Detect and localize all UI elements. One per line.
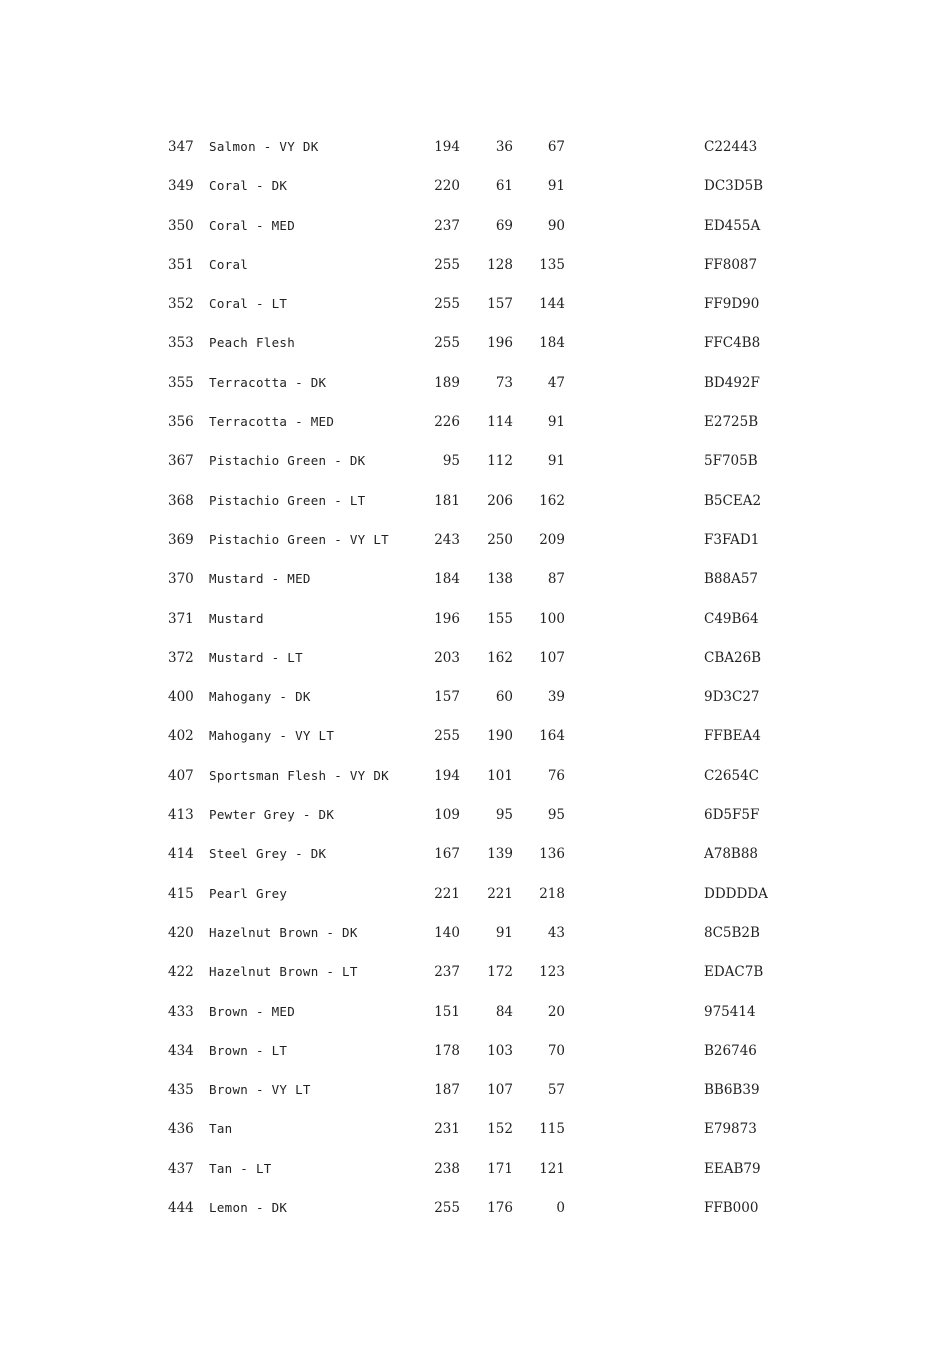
red-value-cell: 167 [434, 846, 460, 863]
color-name-cell: Mustard - MED [209, 571, 311, 587]
green-value-cell: 172 [487, 964, 513, 981]
table-row [0, 284, 950, 323]
green-value-cell: 176 [487, 1200, 513, 1217]
color-name-cell: Salmon - VY DK [209, 139, 319, 154]
hex-code-cell: FFBEA4 [704, 728, 761, 745]
thread-number-cell: 402 [168, 728, 194, 745]
thread-number-cell: 400 [168, 689, 194, 706]
table-row [0, 245, 950, 284]
hex-code-cell: 9D3C27 [704, 689, 760, 706]
table-row [0, 520, 950, 559]
table-row [0, 795, 950, 834]
thread-number-cell: 444 [168, 1200, 194, 1217]
green-value-cell: 107 [487, 1082, 513, 1099]
blue-value-cell: 144 [539, 296, 565, 313]
color-name-cell: Brown - MED [209, 1003, 296, 1019]
color-name-cell: Sportsman Flesh - VY DK [209, 767, 389, 783]
green-value-cell: 155 [487, 610, 513, 627]
table-row [0, 952, 950, 991]
blue-value-cell: 107 [539, 649, 565, 666]
red-value-cell: 187 [434, 1082, 460, 1099]
green-value-cell: 69 [495, 217, 513, 234]
red-value-cell: 189 [434, 374, 460, 391]
green-value-cell: 221 [487, 885, 513, 902]
hex-code-cell: 5F705B [704, 453, 758, 470]
red-value-cell: 196 [434, 610, 460, 627]
hex-code-cell: DDDDDA [704, 885, 768, 902]
green-value-cell: 138 [487, 571, 513, 588]
color-name-cell: Brown - LT [209, 1042, 288, 1058]
green-value-cell: 190 [487, 728, 513, 745]
green-value-cell: 139 [487, 846, 513, 863]
table-row [0, 323, 950, 362]
color-name-cell: Terracotta - DK [209, 374, 327, 390]
thread-number-cell: 356 [168, 414, 194, 431]
color-name-cell: Mustard [209, 610, 264, 626]
thread-number-cell: 368 [168, 492, 194, 509]
green-value-cell: 112 [487, 453, 513, 470]
red-value-cell: 221 [434, 885, 460, 902]
red-value-cell: 95 [442, 453, 460, 470]
blue-value-cell: 47 [547, 374, 565, 391]
hex-code-cell: F3FAD1 [704, 531, 760, 548]
hex-code-cell: 975414 [704, 1003, 756, 1020]
hex-code-cell: EDAC7B [704, 964, 764, 981]
red-value-cell: 194 [434, 139, 460, 155]
green-value-cell: 196 [487, 335, 513, 352]
blue-value-cell: 100 [539, 610, 565, 627]
table-row [0, 1070, 950, 1109]
red-value-cell: 255 [434, 335, 460, 352]
red-value-cell: 237 [434, 964, 460, 981]
blue-value-cell: 70 [547, 1042, 565, 1059]
blue-value-cell: 91 [547, 414, 565, 431]
hex-code-cell: 6D5F5F [704, 807, 760, 824]
color-name-cell: Terracotta - MED [209, 414, 335, 430]
green-value-cell: 95 [495, 807, 513, 824]
blue-value-cell: 123 [539, 964, 565, 981]
table-row [0, 874, 950, 913]
red-value-cell: 184 [434, 571, 460, 588]
green-value-cell: 171 [487, 1160, 513, 1177]
blue-value-cell: 209 [539, 531, 565, 548]
table-row [0, 402, 950, 441]
blue-value-cell: 115 [539, 1121, 565, 1138]
hex-code-cell: 8C5B2B [704, 924, 760, 941]
green-value-cell: 206 [487, 492, 513, 509]
red-value-cell: 109 [434, 807, 460, 824]
color-name-cell: Steel Grey - DK [209, 846, 327, 862]
thread-number-cell: 355 [168, 374, 194, 391]
blue-value-cell: 136 [539, 846, 565, 863]
red-value-cell: 226 [434, 414, 460, 431]
blue-value-cell: 121 [539, 1160, 565, 1177]
table-row [0, 992, 950, 1031]
hex-code-cell: FFC4B8 [704, 335, 761, 352]
green-value-cell: 114 [487, 414, 513, 431]
blue-value-cell: 76 [547, 767, 565, 784]
table-row [0, 1188, 950, 1227]
table-row [0, 441, 950, 480]
green-value-cell: 73 [495, 374, 513, 391]
table-row [0, 716, 950, 755]
thread-number-cell: 437 [168, 1160, 194, 1177]
blue-value-cell: 91 [547, 178, 565, 195]
hex-code-cell: BB6B39 [704, 1082, 760, 1099]
thread-number-cell: 369 [168, 531, 194, 548]
thread-number-cell: 422 [168, 964, 194, 981]
color-name-cell: Tan - LT [209, 1160, 272, 1176]
red-value-cell: 238 [434, 1160, 460, 1177]
color-name-cell: Mustard - LT [209, 649, 303, 665]
color-name-cell: Coral - MED [209, 217, 296, 233]
green-value-cell: 91 [495, 924, 513, 941]
thread-number-cell: 352 [168, 296, 194, 313]
green-value-cell: 84 [495, 1003, 513, 1020]
table-row [0, 559, 950, 598]
hex-code-cell: BD492F [704, 374, 760, 391]
table-row [0, 127, 950, 166]
thread-number-cell: 370 [168, 571, 194, 588]
table-row [0, 834, 950, 873]
blue-value-cell: 57 [547, 1082, 565, 1099]
red-value-cell: 220 [434, 178, 460, 195]
red-value-cell: 151 [434, 1003, 460, 1020]
color-name-cell: Coral - DK [209, 178, 288, 194]
table-row [0, 1109, 950, 1148]
color-name-cell: Pistachio Green - DK [209, 453, 366, 469]
hex-code-cell: FF8087 [704, 256, 758, 273]
red-value-cell: 231 [434, 1121, 460, 1138]
green-value-cell: 101 [487, 767, 513, 784]
thread-number-cell: 372 [168, 649, 194, 666]
color-name-cell: Hazelnut Brown - LT [209, 964, 358, 980]
blue-value-cell: 87 [547, 571, 565, 588]
blue-value-cell: 164 [539, 728, 565, 745]
color-name-cell: Coral - LT [209, 296, 288, 312]
blue-value-cell: 67 [547, 139, 565, 155]
thread-number-cell: 349 [168, 178, 194, 195]
color-name-cell: Pistachio Green - VY LT [209, 531, 389, 547]
color-name-cell: Brown - VY LT [209, 1082, 311, 1098]
green-value-cell: 61 [495, 178, 513, 195]
hex-code-cell: A78B88 [704, 846, 759, 863]
green-value-cell: 128 [487, 256, 513, 273]
hex-code-cell: DC3D5B [704, 178, 764, 195]
red-value-cell: 243 [434, 531, 460, 548]
color-name-cell: Lemon - DK [209, 1200, 288, 1216]
red-value-cell: 203 [434, 649, 460, 666]
table-row [0, 599, 950, 638]
green-value-cell: 157 [487, 296, 513, 313]
table-row [0, 756, 950, 795]
red-value-cell: 255 [434, 296, 460, 313]
hex-code-cell: C49B64 [704, 610, 759, 627]
color-name-cell: Mahogany - VY LT [209, 728, 335, 744]
red-value-cell: 178 [434, 1042, 460, 1059]
hex-code-cell: B5CEA2 [704, 492, 762, 509]
blue-value-cell: 20 [547, 1003, 565, 1020]
table-row [0, 481, 950, 520]
color-name-cell: Pearl Grey [209, 885, 288, 901]
color-name-cell: Hazelnut Brown - DK [209, 924, 358, 940]
blue-value-cell: 162 [539, 492, 565, 509]
blue-value-cell: 91 [547, 453, 565, 470]
red-value-cell: 237 [434, 217, 460, 234]
green-value-cell: 36 [495, 139, 513, 155]
hex-code-cell: B26746 [704, 1042, 757, 1059]
thread-number-cell: 351 [168, 256, 194, 273]
thread-number-cell: 353 [168, 335, 194, 352]
color-name-cell: Pistachio Green - LT [209, 492, 366, 508]
hex-code-cell: ED455A [704, 217, 761, 234]
thread-number-cell: 414 [168, 846, 194, 863]
red-value-cell: 194 [434, 767, 460, 784]
blue-value-cell: 39 [547, 689, 565, 706]
thread-number-cell: 435 [168, 1082, 194, 1099]
thread-number-cell: 371 [168, 610, 194, 627]
thread-color-table [0, 127, 950, 1227]
blue-value-cell: 95 [547, 807, 565, 824]
blue-value-cell: 184 [539, 335, 565, 352]
table-row [0, 1149, 950, 1188]
hex-code-cell: C22443 [704, 139, 758, 155]
hex-code-cell: CBA26B [704, 649, 762, 666]
hex-code-cell: E79873 [704, 1121, 757, 1138]
thread-number-cell: 367 [168, 453, 194, 470]
thread-number-cell: 347 [168, 139, 194, 155]
green-value-cell: 250 [487, 531, 513, 548]
red-value-cell: 181 [434, 492, 460, 509]
thread-number-cell: 415 [168, 885, 194, 902]
green-value-cell: 60 [495, 689, 513, 706]
table-row [0, 363, 950, 402]
thread-number-cell: 434 [168, 1042, 194, 1059]
hex-code-cell: B88A57 [704, 571, 759, 588]
green-value-cell: 162 [487, 649, 513, 666]
table-row [0, 638, 950, 677]
red-value-cell: 255 [434, 1200, 460, 1217]
hex-code-cell: FF9D90 [704, 296, 760, 313]
red-value-cell: 255 [434, 256, 460, 273]
thread-number-cell: 413 [168, 807, 194, 824]
color-name-cell: Mahogany - DK [209, 689, 311, 705]
hex-code-cell: FFB000 [704, 1200, 759, 1217]
thread-number-cell: 407 [168, 767, 194, 784]
color-name-cell: Peach Flesh [209, 335, 296, 351]
table-row [0, 913, 950, 952]
blue-value-cell: 90 [547, 217, 565, 234]
green-value-cell: 103 [487, 1042, 513, 1059]
color-name-cell: Tan [209, 1121, 233, 1137]
hex-code-cell: EEAB79 [704, 1160, 761, 1177]
red-value-cell: 140 [434, 924, 460, 941]
blue-value-cell: 218 [539, 885, 565, 902]
table-row [0, 1031, 950, 1070]
color-name-cell: Pewter Grey - DK [209, 807, 335, 823]
thread-number-cell: 420 [168, 924, 194, 941]
table-row [0, 206, 950, 245]
table-row [0, 677, 950, 716]
color-name-cell: Coral [209, 256, 249, 272]
thread-number-cell: 433 [168, 1003, 194, 1020]
green-value-cell: 152 [487, 1121, 513, 1138]
red-value-cell: 255 [434, 728, 460, 745]
hex-code-cell: E2725B [704, 414, 759, 431]
thread-number-cell: 436 [168, 1121, 194, 1138]
blue-value-cell: 0 [556, 1200, 565, 1217]
blue-value-cell: 43 [547, 924, 565, 941]
hex-code-cell: C2654C [704, 767, 760, 784]
red-value-cell: 157 [434, 689, 460, 706]
blue-value-cell: 135 [539, 256, 565, 273]
table-row [0, 166, 950, 205]
thread-number-cell: 350 [168, 217, 194, 234]
